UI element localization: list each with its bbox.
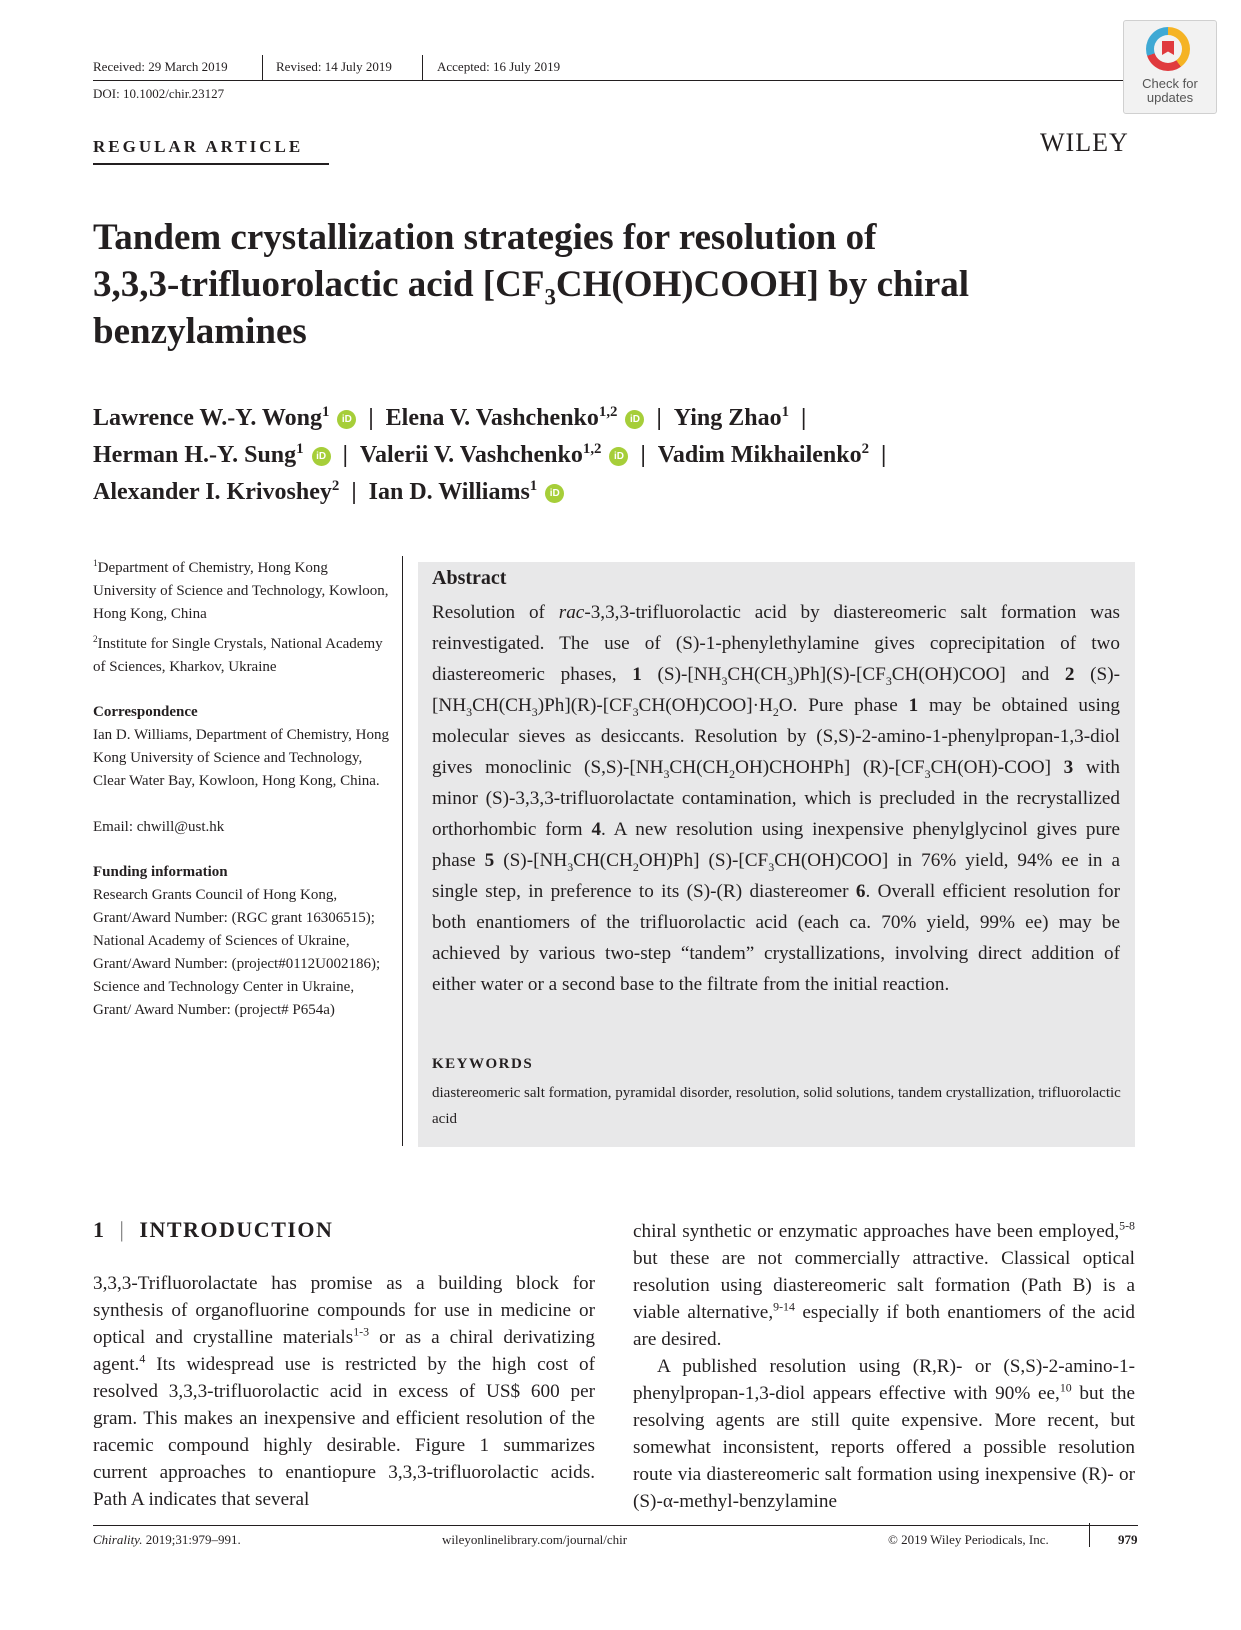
orcid-icon[interactable]: iD [625, 410, 644, 429]
header-divider [262, 55, 263, 81]
keywords: diastereomeric salt formation, pyramidal disorder, resolution, solid solutions, tandem crystallization, trifluorolactic acid [432, 1085, 1121, 1127]
abstract-text: Resolution of rac-3,3,3-trifluorolactic acid by diastereomeric salt formation was reinvestigated. The use of (S)-1-phenylethylamine gives coprecipitation of two diastereomeric phases, 1 $(S)-[NH_3CH(CH_3)Ph](S)-[CF_3CH(OH)COO]$ and 2 $(S)-[NH_3CH(CH_3)Ph](R)-[CF_3CH(OH)COO]\cdot H_2O$. Pure phase 1 may be obtained using molecular sieves as desiccants. Resolution by (S,S)-2-amino-1-phenylpropan-1,3-diol gives monoclinic $(S,S)-[NH_3CH(CH_2OH)CHOHPh]$ $(R)-[CF_3CH(OH)-COO]$ 3 with minor (S)-3,3,3-trifluorolactate contamination, which is precluded in the recrystallized orthorhombic form 4. A new resolution using inexpensive phenylglycinol gives pure phase 5 $(S)-[NH_3CH(CH_2OH)Ph]$ $(S)-[CF_3CH(OH)COO]$ in 76% yield, 94% ee in a single step, in preference to its (S)-(R) diastereomer 6. Overall efficient resolution for both enantiomers of the trifluorolactic acid (each ca. 70% yield, 99% ee) may be achieved by various two-step “tandem” crystallizations, involving direct addition of either water or a second base to the filtrate from the initial reaction. [432, 602, 1121, 995]
author: Lawrence W.-Y. Wong [93, 405, 322, 431]
footer-divider [1089, 1523, 1090, 1547]
revised-date: Revised: 14 July 2019 [276, 59, 392, 74]
crossmark-icon [1146, 27, 1190, 71]
keywords-heading: KEYWORDS [432, 1056, 534, 1072]
journal-citation: Chirality. 2019;31:979–991. [93, 1532, 241, 1547]
header-divider [422, 55, 423, 81]
affiliation-1: $^1$Department of Chemistry, Hong Kong University of Science and Technology, Kowloon, Hong Kong, China [93, 559, 389, 622]
header-rule [93, 80, 1123, 81]
sidebar-divider [402, 556, 403, 1146]
author: Elena V. Vashchenko [385, 405, 599, 431]
journal-url[interactable]: wileyonlinelibrary.com/journal/chir [442, 1532, 628, 1547]
intro-column-right: chiral synthetic or enzymatic approaches have been employed,$^{5-8}$ but these are not commercially attractive. Classical optical resolution using diastereomeric salt formation (Path B) is a viable alternative,$^{9-14}$ especially if both enantiomers of the acid are desired. A published resolution using (R,R)- or (S,S)-2-amino-1-phenylpropan-1,3-diol appears effective with 90% ee,$^{10}$ but the resolving agents are still quite expensive. More recent, but somewhat inconsistent, reports offered a possible resolution route via diastereomeric salt formation using inexpensive (R)- or (S)-α-methyl-benzylamine [633, 1218, 1136, 1512]
author-list: Lawrence W.-Y. Wong$^1$ iD | Elena V. Vashchenko$^{1,2}$ iD | Ying Zhao$^1$ | Herman H.-Y. Sung$^1$ iD | Valerii V. Vashchenko$^{1,2}$ iD | Vadim Mikhailenko$^2$ | Alexander I. Krivoshey$^2$ | Ian D. Williams$^1$ iD [93, 404, 887, 505]
abstract-heading: Abstract [432, 567, 507, 589]
email[interactable]: Email: chwill@ust.hk [93, 819, 225, 835]
funding-info: Research Grants Council of Hong Kong, Grant/Award Number: (RGC grant 16306515); National Academy of Sciences of Ukraine, Grant/Award Number: (project#0112U002186); Science and Technology Center in Ukraine, Grant/ Award Number: (project# P654a) [93, 887, 381, 1018]
orcid-icon[interactable]: iD [312, 447, 331, 466]
article-type: REGULAR ARTICLE [93, 137, 304, 156]
publisher-logo: WILEY [1040, 128, 1129, 157]
received-date: Received: 29 March 2019 [93, 59, 228, 74]
article-title: Tandem crystallization strategies for resolution of 3,3,3-trifluorolactic acid $[CF_3CH(OH)COOH]$ by chiral benzylamines [93, 217, 970, 352]
page-number: 979 [1118, 1532, 1138, 1547]
section-heading: 1 | INTRODUCTION [93, 1217, 334, 1242]
copyright: © 2019 Wiley Periodicals, Inc. [888, 1532, 1049, 1547]
intro-column-left: 3,3,3-Trifluorolactate has promise as a building block for synthesis of organofluorine compounds for use in medicine or optical and crystalline materials$^{1-3}$ or as a chiral derivatizing agent.$^4$ Its widespread use is restricted by the high cost of resolved 3,3,3-trifluorolactic acid in excess of US$ 600 per gram. This makes an inexpensive and efficient resolution of the racemic compound highly desirable. Figure 1 summarizes current approaches to enantiopure 3,3,3-trifluorolactic acids. Path A indicates that several [93, 1273, 595, 1510]
orcid-icon[interactable]: iD [609, 447, 628, 466]
author: Ying Zhao [673, 405, 782, 431]
check-for-updates-badge[interactable]: Check for updates [1123, 20, 1217, 114]
author: Herman H.-Y. Sung [93, 442, 297, 468]
affiliation-2: $^2$Institute for Single Crystals, National Academy of Sciences, Kharkov, Ukraine [93, 635, 383, 675]
accepted-date: Accepted: 16 July 2019 [437, 59, 561, 74]
author: Valerii V. Vashchenko [359, 442, 583, 468]
correspondence: Ian D. Williams, Department of Chemistry, Hong Kong University of Science and Technology, Clear Water Bay, Kowloon, Hong Kong, China. [93, 727, 390, 789]
footer-rule [93, 1525, 1138, 1526]
author: Ian D. Williams [368, 479, 530, 505]
author: Vadim Mikhailenko [657, 442, 862, 468]
correspondence-heading: Correspondence [93, 704, 198, 720]
orcid-icon[interactable]: iD [337, 410, 356, 429]
author: Alexander I. Krivoshey [93, 479, 332, 505]
doi[interactable]: DOI: 10.1002/chir.23127 [93, 86, 225, 101]
funding-heading: Funding information [93, 864, 228, 880]
orcid-icon[interactable]: iD [545, 484, 564, 503]
